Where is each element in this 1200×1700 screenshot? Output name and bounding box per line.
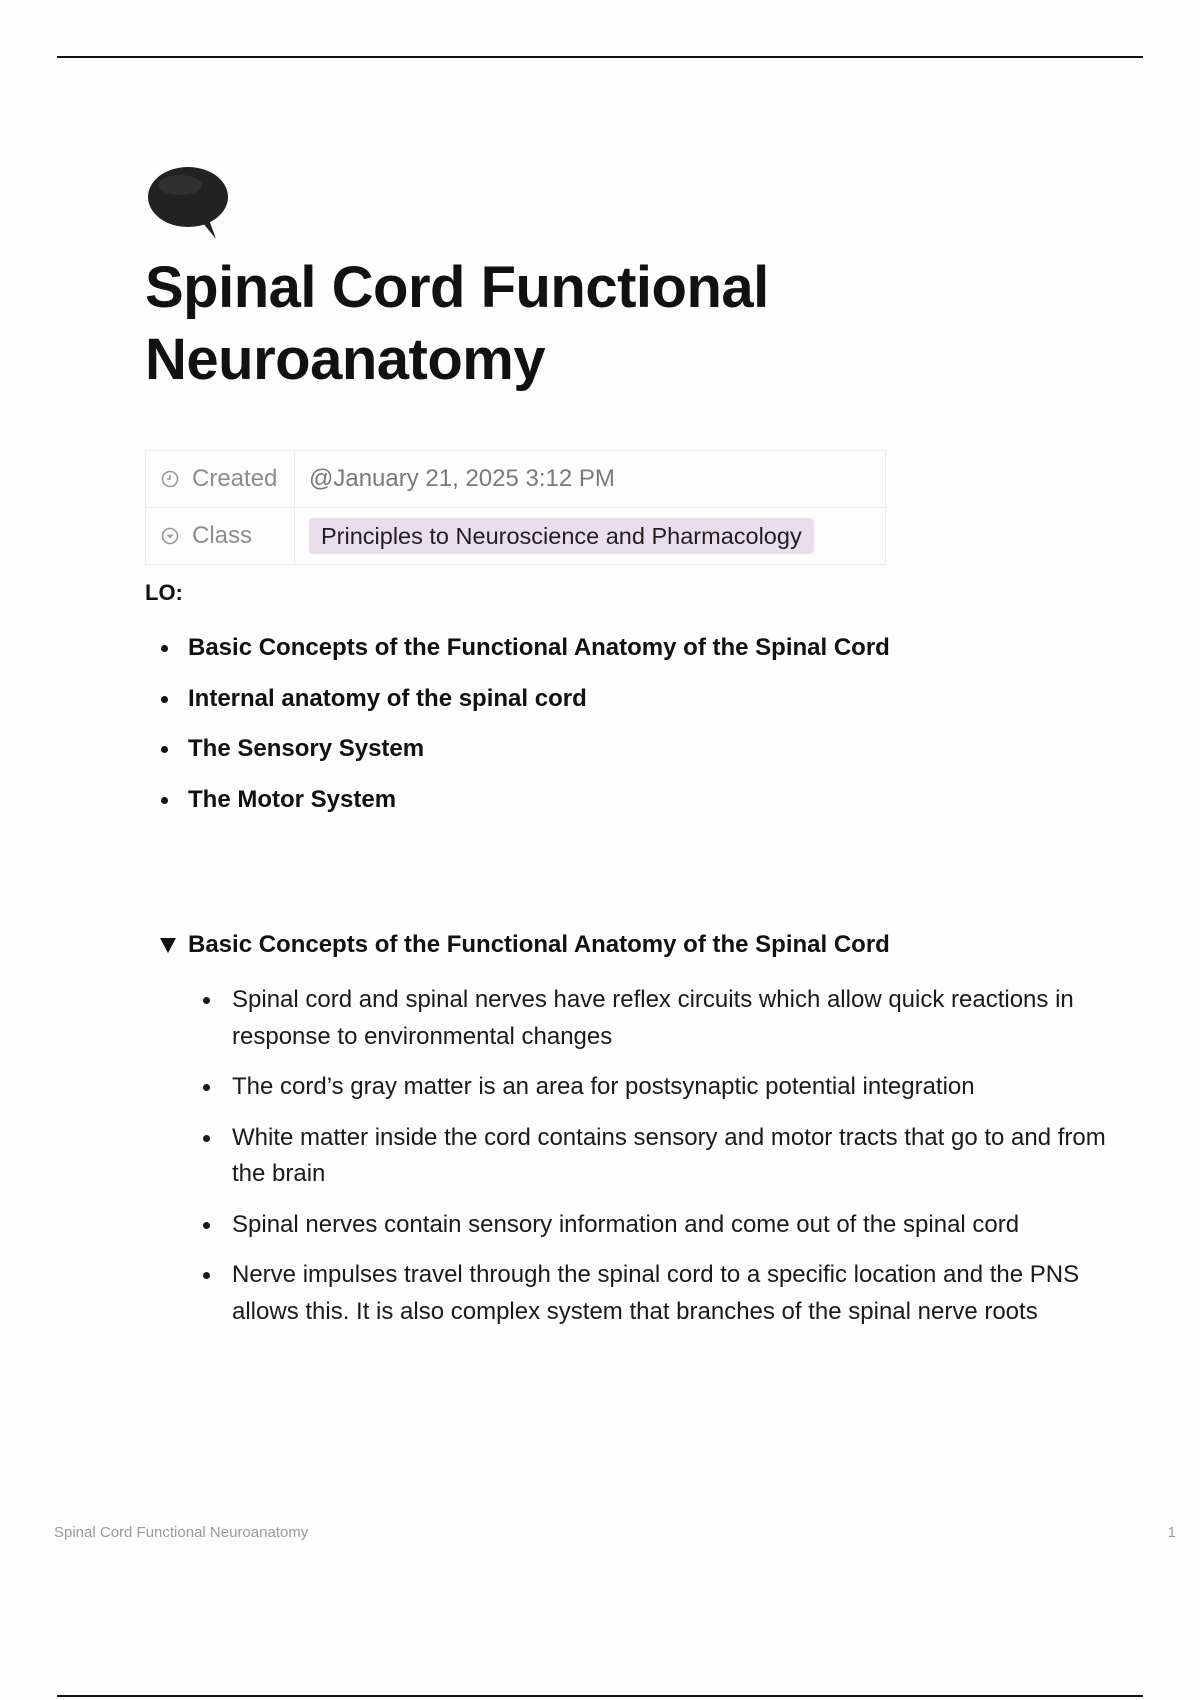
class-value-cell[interactable] (295, 508, 886, 565)
footer-page-number: 1 (1167, 1524, 1176, 1541)
class-tag[interactable]: Principles to Neuroscience and Pharmacology (309, 518, 814, 554)
list-item: Spinal cord and spinal nerves have reflex circuits which allow quick reactions in response to environmental changes (188, 982, 1118, 1055)
speech-bubble-icon (146, 165, 230, 241)
property-name-cell[interactable] (146, 508, 295, 565)
select-icon (160, 526, 180, 546)
created-value[interactable]: @January 21, 2025 3:12 PM (295, 451, 886, 508)
properties-table (145, 450, 886, 565)
top-rule (57, 56, 1143, 58)
toggle-content-list (188, 982, 1118, 1344)
page-title: Spinal Cord Functional Neuroanatomy (145, 255, 769, 392)
lo-item: Basic Concepts of the Functional Anatomy of the Spinal Cord (145, 628, 890, 679)
property-row-created (146, 451, 886, 508)
list-item: White matter inside the cord contains sensory and motor tracts that go to and from the brain (188, 1120, 1118, 1193)
property-name: Created (192, 465, 278, 492)
property-row-class (146, 508, 886, 565)
list-item: Nerve impulses travel through the spinal cord to a specific location and the PNS allows this. It is also complex system that branches of the spinal nerve roots (188, 1257, 1118, 1330)
lo-list (145, 628, 890, 830)
triangle-down-icon[interactable] (160, 938, 176, 953)
property-name-cell[interactable] (146, 451, 295, 508)
toggle-title: Basic Concepts of the Functional Anatomy of the Spinal Cord (188, 931, 890, 958)
list-item: The cord’s gray matter is an area for postsynaptic potential integration (188, 1069, 1118, 1106)
lo-item: Internal anatomy of the spinal cord (145, 679, 890, 730)
toggle-block-header[interactable] (160, 931, 890, 959)
footer-title: Spinal Cord Functional Neuroanatomy (54, 1524, 309, 1541)
lo-label: LO: (145, 580, 183, 605)
clock-icon (160, 469, 180, 489)
list-item: Spinal nerves contain sensory information and come out of the spinal cord (188, 1207, 1118, 1244)
property-name: Class (192, 522, 253, 549)
lo-item: The Motor System (145, 780, 890, 831)
bottom-rule (57, 1695, 1143, 1697)
lo-item: The Sensory System (145, 729, 890, 780)
